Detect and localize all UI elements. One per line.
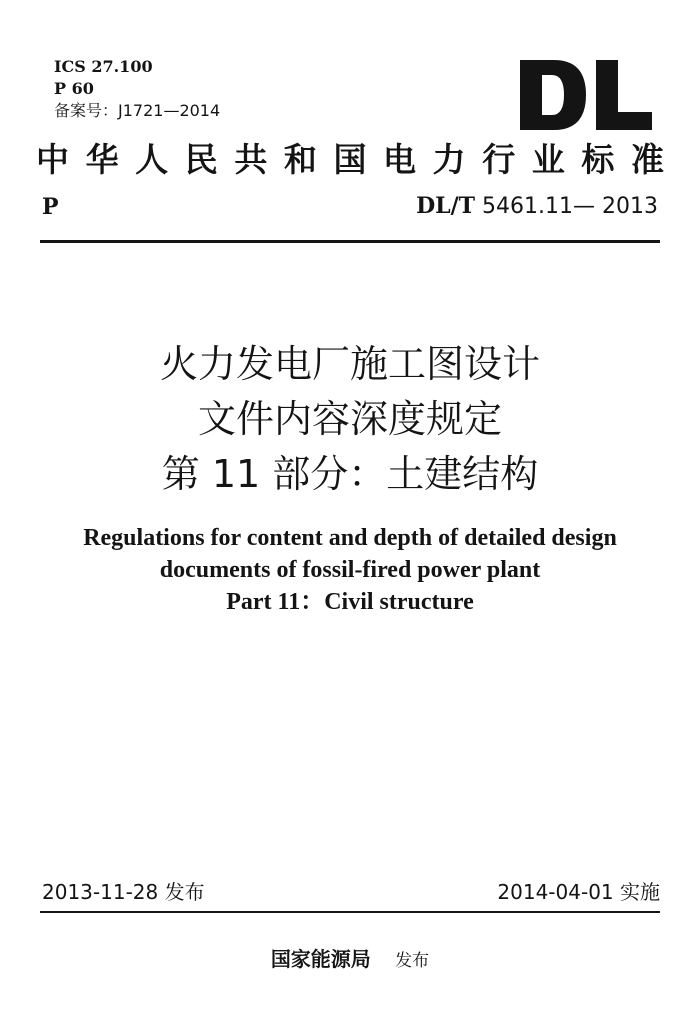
english-title-line: Regulations for content and depth of detailed design bbox=[83, 525, 617, 551]
dl-logo-d bbox=[520, 60, 586, 130]
class-code: P 60 bbox=[54, 79, 94, 98]
banner-char: 业 bbox=[531, 140, 565, 179]
issue-date: 2013-11-28 发布 bbox=[42, 880, 205, 904]
english-title bbox=[0, 522, 700, 618]
banner-char: 国 bbox=[333, 140, 367, 179]
banner-char: 共 bbox=[234, 140, 268, 179]
chinese-title-line: 文件内容深度规定 bbox=[197, 397, 502, 441]
banner-char: 准 bbox=[630, 140, 664, 179]
banner-char: 中 bbox=[36, 140, 69, 179]
publisher bbox=[0, 944, 700, 976]
banner-char: 民 bbox=[184, 140, 218, 179]
banner-char: 行 bbox=[482, 140, 516, 179]
document-codes bbox=[54, 56, 220, 122]
publisher-action: 发布 bbox=[395, 951, 430, 971]
chinese-title bbox=[0, 337, 700, 502]
english-title-line: Part 11：Civil structure bbox=[226, 589, 474, 615]
banner-char: 华 bbox=[85, 140, 119, 179]
dl-logo bbox=[520, 60, 652, 130]
classification-letter: P bbox=[42, 194, 59, 220]
chinese-title-line: 火力发电厂施工图设计 bbox=[159, 342, 540, 386]
top-divider bbox=[40, 240, 660, 243]
filing-number: 备案号：J1721—2014 bbox=[54, 101, 221, 120]
standard-prefix: DL/T bbox=[416, 193, 476, 219]
standard-banner bbox=[36, 140, 664, 180]
banner-char: 人 bbox=[135, 140, 169, 179]
bottom-divider bbox=[40, 911, 660, 913]
dl-logo-l bbox=[596, 60, 652, 130]
english-title-line: documents of fossil-fired power plant bbox=[159, 557, 541, 583]
banner-char: 和 bbox=[283, 140, 317, 179]
implementation-date: 2014-04-01 实施 bbox=[497, 880, 660, 904]
standard-code: 5461.11— 2013 bbox=[482, 194, 658, 219]
chinese-title-line: 第 11 部分：土建结构 bbox=[161, 452, 539, 496]
publisher-org: 国家能源局 bbox=[270, 947, 371, 971]
banner-char: 电 bbox=[383, 140, 417, 179]
standard-number bbox=[416, 192, 658, 221]
banner-char: 标 bbox=[581, 140, 615, 179]
banner-char: 力 bbox=[432, 140, 466, 179]
ics-code: ICS 27.100 bbox=[54, 57, 153, 76]
